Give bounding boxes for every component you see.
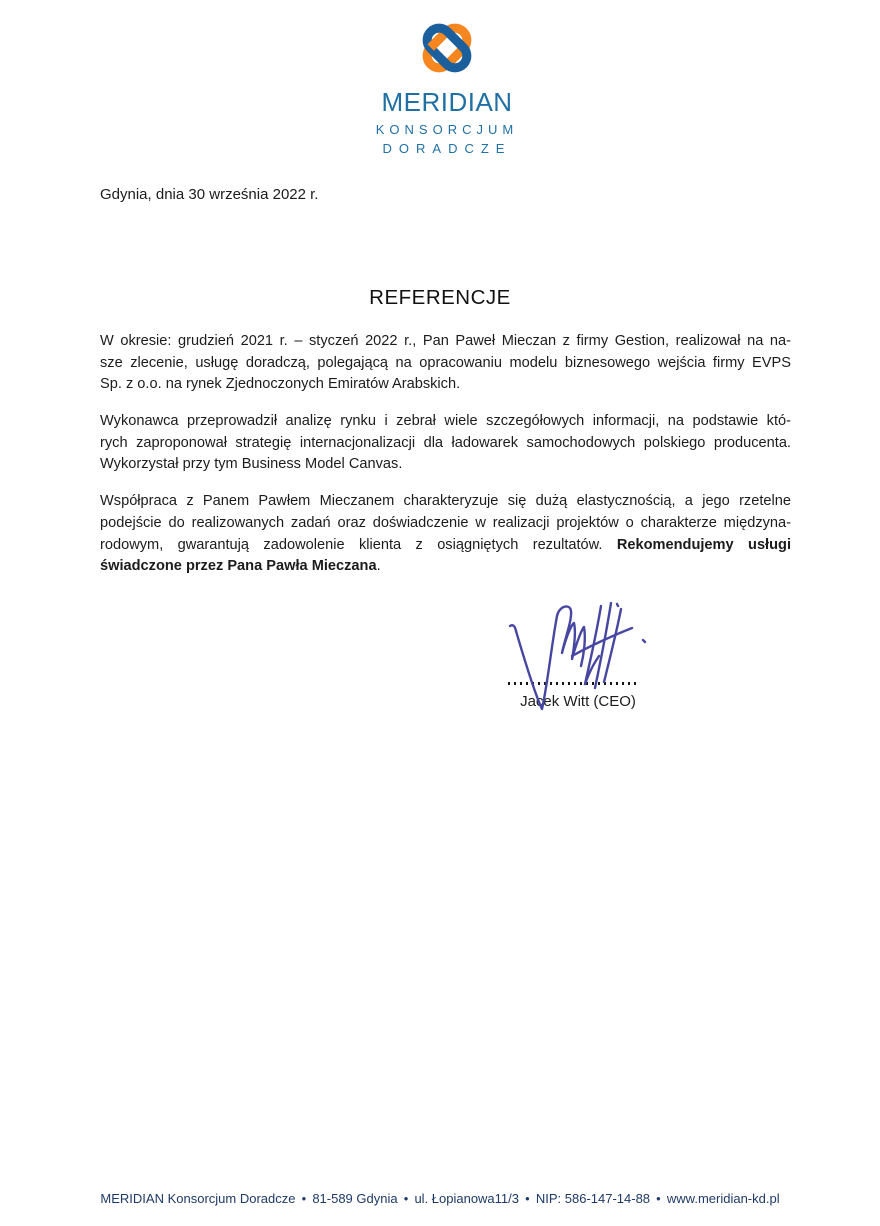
document-title: REFERENCJE	[369, 286, 511, 309]
meridian-logo-icon	[409, 13, 485, 83]
text-line: Sp. z o.o. na rynek Zjednoczonych Emiratów Arabskich.	[100, 376, 461, 393]
letterhead	[7, 13, 880, 156]
paragraph	[100, 491, 791, 578]
footer-part: MERIDIAN Konsorcjum Doradcze	[100, 1191, 296, 1206]
paragraph	[100, 411, 791, 476]
text-line: podejście do realizowanych zadań oraz doświadczenie w realizacji projektów o charakterze międzyna-	[100, 514, 791, 531]
text-line: Wykorzystał przy tym Business Model Canvas.	[100, 456, 403, 473]
text-line: W okresie: grudzień 2021 r. – styczeń 2022 r., Pan Paweł Mieczan z firmy Gestion, realizował na na-	[100, 333, 791, 349]
text-line: sze zlecenie, usługę doradczą, polegającą na opracowaniu modelu biznesowego wejścia firmy EVPS	[100, 354, 791, 371]
footer-part: www.meridian-kd.pl	[666, 1191, 780, 1206]
logo-subtitle-line2: DORADCZE	[382, 141, 512, 156]
logo-wordmark: MERIDIAN	[381, 87, 513, 117]
footer-bullet-separator: ●	[403, 1194, 409, 1203]
text-line: rodowym, gwarantują zadowolenie klienta z osiągniętych rezultatów. Rekomendujemy usługi	[100, 536, 791, 553]
text-line: rych zaproponował strategię internacjonalizacji dla ładowarek samochodowych polskiego producenta.	[100, 434, 791, 451]
text-line: świadczone przez Pana Pawła Mieczana.	[100, 558, 381, 575]
signature-dotted-line	[508, 682, 639, 685]
footer-part: ul. Łopianowa11/3	[414, 1191, 520, 1206]
text-line: Wykonawca przeprowadził analizę rynku i zebrał wiele szczegółowych informacji, na podstawie któ-	[100, 413, 791, 430]
footer-bullet-separator: ●	[656, 1194, 661, 1203]
date-line: Gdynia, dnia 30 września 2022 r.	[100, 186, 319, 203]
footer-contact-line	[0, 1191, 880, 1206]
footer-bullet-separator: ●	[525, 1194, 530, 1203]
text-line: Współpraca z Panem Pawłem Mieczanem charakteryzuje się dużą elastycznością, a jego rzetelne	[100, 493, 791, 510]
letter-body	[100, 331, 791, 593]
footer-part: 81-589 Gdynia	[312, 1191, 398, 1206]
footer-bullet-separator: ●	[301, 1194, 307, 1203]
footer-part: NIP: 586-147-14-88	[535, 1191, 651, 1206]
paragraph	[100, 331, 791, 396]
logo-subtitle-line1: KONSORCJUM	[375, 122, 519, 137]
signatory-name: Jacek Witt (CEO)	[520, 693, 636, 710]
